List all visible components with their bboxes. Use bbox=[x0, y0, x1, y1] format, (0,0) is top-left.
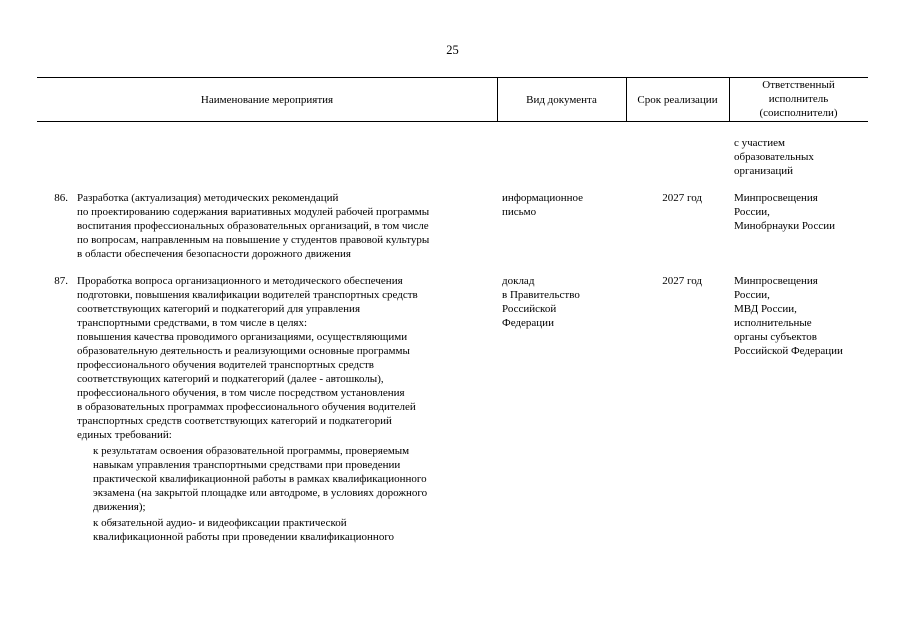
table-header-rule bbox=[37, 121, 868, 122]
row-87-deadline: 2027 год bbox=[662, 275, 702, 287]
continuation-executor-line: с участием bbox=[734, 137, 785, 149]
header-executor bbox=[729, 78, 868, 120]
row-87-executor-line: исполнительные bbox=[734, 317, 812, 329]
page-number: 25 bbox=[446, 43, 459, 57]
row-87-name-line: Проработка вопроса организационного и методического обеспечения bbox=[77, 275, 403, 287]
row-86-executor bbox=[734, 191, 835, 233]
continuation-executor-line: организаций bbox=[734, 165, 794, 177]
row-86-number: 86. bbox=[54, 192, 68, 204]
row-87-subitem-line: движения); bbox=[93, 501, 146, 513]
row-87-name-line: профессионального обучения, в том числе посредством установления bbox=[77, 387, 405, 399]
row-87-doc-type-line: доклад bbox=[502, 275, 535, 287]
row-87-doc-type bbox=[502, 274, 580, 330]
row-86-executor-line: России, bbox=[734, 206, 770, 218]
row-87-name-line: соответствующих категорий и подкатегорий (далее - автошколы), bbox=[77, 373, 384, 385]
row-87-executor-line: Российской Федерации bbox=[734, 345, 843, 357]
continuation-executor-line: образовательных bbox=[734, 151, 814, 163]
row-87-executor-line: органы субъектов bbox=[734, 331, 817, 343]
row-87-name-line: подготовки, повышения квалификации водителей транспортных средств bbox=[77, 289, 418, 301]
row-87-subitem-line: квалификационной работы при проведении квалификационного bbox=[93, 531, 395, 543]
row-87-name-line: транспортных средств соответствующих категорий и подкатегорий bbox=[77, 415, 392, 427]
row-87-name-line: в образовательных программах профессионального обучения водителей bbox=[77, 401, 416, 413]
row-86-name bbox=[77, 191, 429, 261]
row-87-name-line: повышения качества проводимого организациями, осуществляющими bbox=[77, 331, 408, 343]
row-87-subitem-line: практической квалификационной работы в рамках квалификационного bbox=[93, 473, 427, 485]
row-87-subitem-1 bbox=[77, 444, 427, 514]
row-87-executor-line: МВД России, bbox=[734, 303, 797, 315]
row-87-name-line: транспортными средствами, в том числе в целях: bbox=[77, 317, 308, 329]
header-doc-type: Вид документа bbox=[526, 94, 597, 106]
header-deadline: Срок реализации bbox=[637, 94, 718, 106]
row-87-name-line: единых требований: bbox=[77, 429, 172, 441]
row-87-name bbox=[77, 274, 427, 544]
row-87-subitem-line: экзамена (на закрытой площадке или автодроме, в условиях дорожного bbox=[93, 487, 428, 499]
row-86-deadline: 2027 год bbox=[662, 192, 702, 204]
row-87-doc-type-line: Федерации bbox=[502, 317, 554, 329]
row-86-executor-line: Минобрнауки России bbox=[734, 220, 835, 232]
row-86-doc-type bbox=[502, 191, 583, 219]
header-executor-line: Ответственный bbox=[762, 79, 835, 91]
row-87-doc-type-line: Российской bbox=[502, 303, 557, 315]
row-87-name-line: профессионального обучения водителей транспортных средств bbox=[77, 359, 374, 371]
row-86-name-line: по вопросам, направленным на повышение у студентов правовой культуры bbox=[77, 234, 430, 246]
row-86-name-line: по проектированию содержания вариативных модулей рабочей программы bbox=[77, 206, 430, 218]
row-87-subitem-line: навыкам управления транспортными средствами при проведении bbox=[93, 459, 401, 471]
row-87-subitem-line: к результатам освоения образовательной программы, проверяемым bbox=[93, 445, 410, 457]
row-86-doc-type-line: письмо bbox=[502, 206, 537, 218]
header-executor-line: (соисполнители) bbox=[759, 107, 838, 119]
row-87-doc-type-line: в Правительство bbox=[502, 289, 580, 301]
row-86-name-line: Разработка (актуализация) методических рекомендаций bbox=[77, 192, 339, 204]
continuation-executor bbox=[734, 136, 814, 178]
row-86-executor-line: Минпросвещения bbox=[734, 192, 818, 204]
row-87-subitem-2 bbox=[77, 516, 427, 544]
row-87-executor-line: Минпросвещения bbox=[734, 275, 818, 287]
header-executor-line: исполнитель bbox=[768, 93, 829, 105]
row-87-name-line: образовательную деятельность и реализующими основные программы bbox=[77, 345, 410, 357]
row-86-doc-type-line: информационное bbox=[502, 192, 584, 204]
row-87-subitem-line: к обязательной аудио- и видеофиксации практической bbox=[93, 517, 347, 529]
row-86-name-line: воспитания профессиональных образовательных организаций, в том числе bbox=[77, 220, 429, 232]
row-86-name-line: в области обеспечения безопасности дорожного движения bbox=[77, 248, 351, 260]
row-87-number: 87. bbox=[54, 275, 68, 287]
row-87-executor bbox=[734, 274, 843, 358]
header-name: Наименование мероприятия bbox=[200, 94, 334, 106]
row-87-executor-line: России, bbox=[734, 289, 770, 301]
row-87-name-line: соответствующих категорий и подкатегорий для управления bbox=[77, 303, 361, 315]
